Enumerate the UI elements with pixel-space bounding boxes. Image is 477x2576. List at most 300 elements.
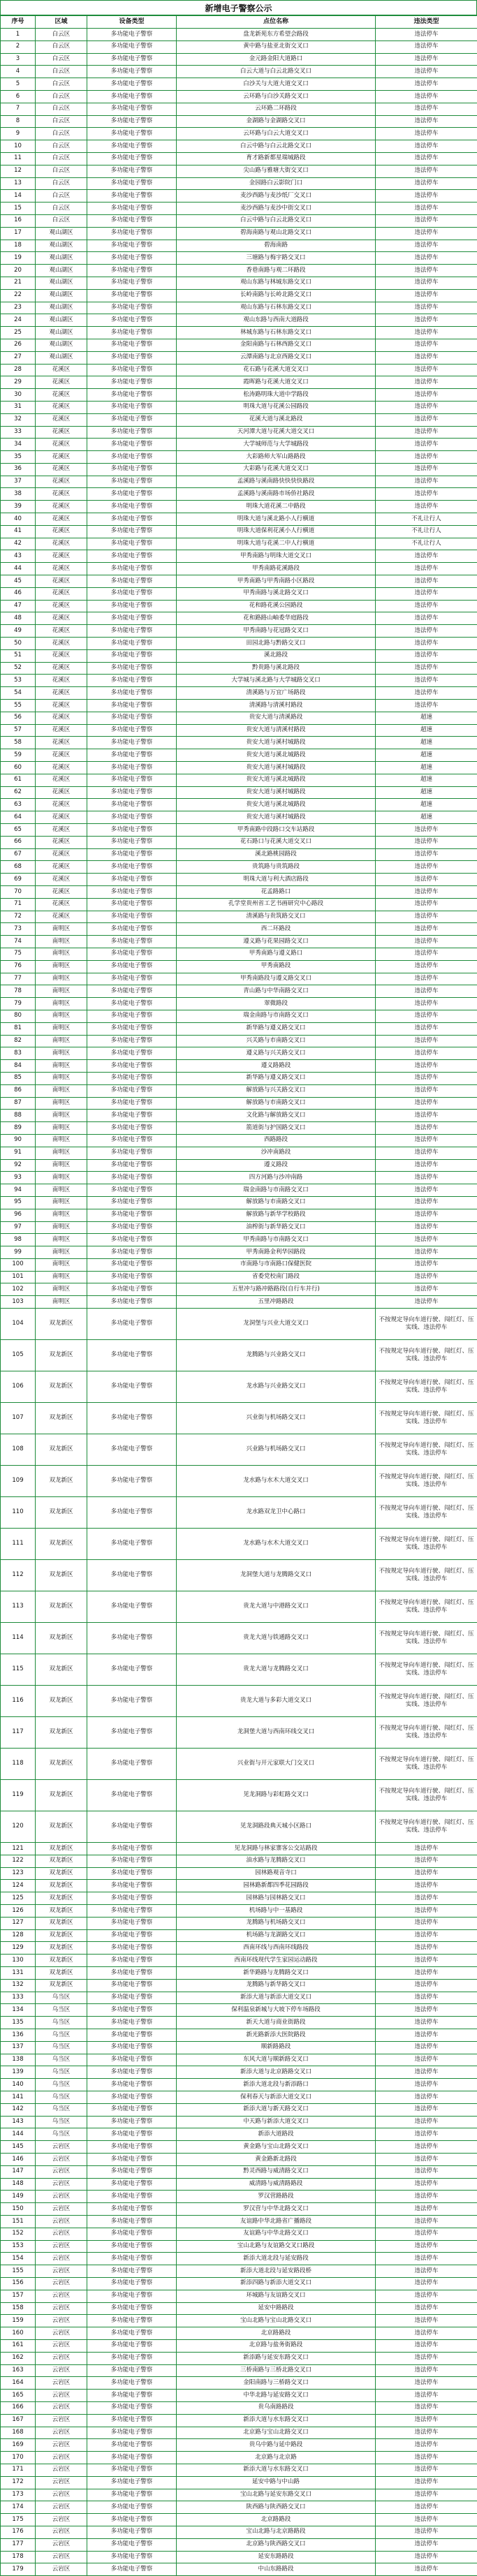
cell-violation-type: 违法停车 <box>376 426 477 439</box>
cell-device-type: 多功能电子警察 <box>87 2401 177 2414</box>
cell-index: 68 <box>1 861 36 874</box>
cell-district: 观山湖区 <box>36 314 87 327</box>
cell-district: 双龙新区 <box>36 1979 87 1992</box>
table-row <box>1 1060 477 1073</box>
cell-violation-type: 超速 <box>376 724 477 737</box>
table-row <box>1 898 477 911</box>
cell-district: 观山湖区 <box>36 265 87 277</box>
cell-violation-type: 超速 <box>376 712 477 724</box>
table-row <box>1 2439 477 2452</box>
cell-location: 龙水路与兴业路交叉口 <box>177 1371 376 1403</box>
cell-violation-type: 违法停车 <box>376 2240 477 2253</box>
header-index: 序号 <box>1 16 36 29</box>
cell-violation-type: 违法停车 <box>376 190 477 203</box>
cell-violation-type: 不按规定导向车道行驶、闯红灯、压实线、违法停车 <box>376 1529 477 1560</box>
cell-device-type: 多功能电子警察 <box>87 1234 177 1246</box>
cell-violation-type: 违法停车 <box>376 314 477 327</box>
cell-district: 乌当区 <box>36 2066 87 2079</box>
cell-index: 118 <box>1 1749 36 1780</box>
cell-device-type: 多功能电子警察 <box>87 1979 177 1992</box>
cell-index: 59 <box>1 749 36 762</box>
cell-violation-type: 违法停车 <box>376 2178 477 2191</box>
cell-district: 双龙新区 <box>36 1942 87 1955</box>
table-row <box>1 2327 477 2340</box>
cell-location: 白云中路与白云北路交叉口 <box>177 214 376 227</box>
table-row <box>1 749 477 762</box>
cell-district: 南明区 <box>36 1072 87 1084</box>
cell-district: 南明区 <box>36 1221 87 1234</box>
cell-district: 云岩区 <box>36 2526 87 2538</box>
cell-index: 78 <box>1 985 36 998</box>
cell-violation-type: 不礼让行人 <box>376 538 477 550</box>
cell-device-type: 多功能电子警察 <box>87 90 177 103</box>
cell-district: 白云区 <box>36 66 87 78</box>
cell-device-type: 多功能电子警察 <box>87 240 177 252</box>
table-row <box>1 451 477 464</box>
cell-location: 花溪大道与溪北路段 <box>177 413 376 426</box>
table-row <box>1 364 477 376</box>
cell-district: 花溪区 <box>36 687 87 700</box>
cell-device-type: 多功能电子警察 <box>87 128 177 140</box>
cell-violation-type: 违法停车 <box>376 2141 477 2154</box>
cell-index: 65 <box>1 824 36 837</box>
cell-device-type: 多功能电子警察 <box>87 563 177 575</box>
cell-index: 138 <box>1 2054 36 2066</box>
cell-location: 瑞金南路与市南路交叉口 <box>177 1184 376 1197</box>
cell-location: 北京路与宝山北路交叉口 <box>177 2427 376 2439</box>
cell-location: 金元路金阳大道路口 <box>177 53 376 66</box>
cell-device-type: 多功能电子警察 <box>87 2191 177 2203</box>
cell-location: 大学城与溪北路与大学城路交叉口 <box>177 675 376 687</box>
cell-district: 花溪区 <box>36 600 87 612</box>
cell-index: 147 <box>1 2165 36 2178</box>
cell-location: 沙冲南路段 <box>177 1147 376 1159</box>
cell-index: 120 <box>1 1811 36 1843</box>
cell-violation-type: 超速 <box>376 737 477 749</box>
cell-location: 文化路与解放路交叉口 <box>177 1110 376 1122</box>
cell-violation-type: 违法停车 <box>376 451 477 464</box>
table-row <box>1 1749 477 1780</box>
cell-location: 贵乌南路路段 <box>177 2401 376 2414</box>
cell-district: 云岩区 <box>36 2352 87 2364</box>
cell-device-type: 多功能电子警察 <box>87 874 177 886</box>
cell-violation-type: 违法停车 <box>376 327 477 339</box>
cell-location: 新光路新添大医院路段 <box>177 2029 376 2042</box>
cell-device-type: 多功能电子警察 <box>87 2128 177 2141</box>
cell-violation-type: 违法停车 <box>376 29 477 41</box>
cell-location: 花石路口与花溪大道交叉口 <box>177 836 376 848</box>
cell-index: 92 <box>1 1159 36 1172</box>
table-row <box>1 389 477 402</box>
cell-violation-type: 违法停车 <box>376 936 477 948</box>
cell-device-type: 多功能电子警察 <box>87 2526 177 2538</box>
table-row <box>1 649 477 662</box>
cell-index: 98 <box>1 1234 36 1246</box>
cell-violation-type: 违法停车 <box>376 1172 477 1184</box>
cell-location: 金阳南路与石林西路交叉口 <box>177 339 376 351</box>
cell-device-type: 多功能电子警察 <box>87 1955 177 1967</box>
cell-violation-type: 违法停车 <box>376 2004 477 2017</box>
cell-device-type: 多功能电子警察 <box>87 376 177 389</box>
cell-district: 乌当区 <box>36 2103 87 2116</box>
cell-location: 北京路与北京路 <box>177 2452 376 2464</box>
cell-location: 青山路与中华南路交叉口 <box>177 985 376 998</box>
cell-district: 乌当区 <box>36 2091 87 2104</box>
cell-device-type: 多功能电子警察 <box>87 2066 177 2079</box>
cell-index: 144 <box>1 2128 36 2141</box>
cell-location: 中天路与新添大道交叉口 <box>177 2116 376 2128</box>
table-row <box>1 476 477 488</box>
cell-device-type: 多功能电子警察 <box>87 513 177 526</box>
cell-device-type: 多功能电子警察 <box>87 1172 177 1184</box>
table-row <box>1 426 477 439</box>
table-row <box>1 140 477 153</box>
cell-device-type: 多功能电子警察 <box>87 29 177 41</box>
cell-device-type: 多功能电子警察 <box>87 1010 177 1022</box>
table-row <box>1 600 477 612</box>
table-row <box>1 1942 477 1955</box>
cell-location: 新添路与延安东路交叉口 <box>177 2352 376 2364</box>
cell-district: 花溪区 <box>36 885 87 898</box>
cell-location: 明珠大道与花溪二中人行横道 <box>177 538 376 550</box>
cell-violation-type: 违法停车 <box>376 2414 477 2427</box>
cell-device-type: 多功能电子警察 <box>87 165 177 177</box>
cell-district: 乌当区 <box>36 1992 87 2004</box>
cell-device-type: 多功能电子警察 <box>87 426 177 439</box>
cell-violation-type: 不按规定导向车道行驶、闯红灯、压实线、违法停车 <box>376 1717 477 1749</box>
cell-location: 花和路花溪公园路段 <box>177 600 376 612</box>
header-location: 点位名称 <box>177 16 376 29</box>
cell-device-type: 多功能电子警察 <box>87 2339 177 2352</box>
cell-district: 南明区 <box>36 936 87 948</box>
table-row <box>1 2141 477 2154</box>
cell-location: 新添大道与新天路交叉口 <box>177 2103 376 2116</box>
table-row <box>1 2339 477 2352</box>
table-row <box>1 638 477 650</box>
cell-location: 新添大道与水东路交叉口 <box>177 2414 376 2427</box>
table-row <box>1 1010 477 1022</box>
cell-violation-type: 违法停车 <box>376 488 477 501</box>
cell-district: 花溪区 <box>36 675 87 687</box>
cell-index: 21 <box>1 277 36 289</box>
table-row <box>1 625 477 638</box>
table-row <box>1 737 477 749</box>
cell-district: 双龙新区 <box>36 1309 87 1340</box>
cell-location: 碧海南路 <box>177 240 376 252</box>
cell-violation-type: 违法停车 <box>376 898 477 911</box>
cell-violation-type: 违法停车 <box>376 2315 477 2327</box>
cell-location: 延安中路路段 <box>177 2302 376 2315</box>
cell-location: 新添大道路段 <box>177 2128 376 2141</box>
cell-index: 108 <box>1 1434 36 1466</box>
cell-violation-type: 违法停车 <box>376 302 477 314</box>
cell-location: 四方河路与沙冲南路 <box>177 1172 376 1184</box>
cell-index: 99 <box>1 1246 36 1259</box>
cell-index: 112 <box>1 1560 36 1591</box>
cell-violation-type: 违法停车 <box>376 66 477 78</box>
cell-location: 贵筑路与贵筑路段 <box>177 861 376 874</box>
cell-district: 花溪区 <box>36 513 87 526</box>
cell-violation-type: 违法停车 <box>376 1122 477 1135</box>
table-row <box>1 277 477 289</box>
cell-device-type: 多功能电子警察 <box>87 712 177 724</box>
table-row <box>1 2029 477 2042</box>
cell-location: 观山东路与林城东路交叉口 <box>177 277 376 289</box>
cell-location: 见龙洞路段典天城小区路口 <box>177 1811 376 1843</box>
cell-index: 102 <box>1 1283 36 1296</box>
table-row <box>1 2054 477 2066</box>
cell-device-type: 多功能电子警察 <box>87 203 177 215</box>
cell-device-type: 多功能电子警察 <box>87 525 177 538</box>
table-row <box>1 265 477 277</box>
cell-violation-type: 违法停车 <box>376 1184 477 1197</box>
cell-index: 105 <box>1 1340 36 1371</box>
cell-district: 双龙新区 <box>36 1497 87 1529</box>
cell-district: 双龙新区 <box>36 1811 87 1843</box>
cell-violation-type: 违法停车 <box>376 649 477 662</box>
cell-violation-type: 违法停车 <box>376 1855 477 1867</box>
cell-violation-type: 违法停车 <box>376 2054 477 2066</box>
cell-district: 花溪区 <box>36 538 87 550</box>
cell-district: 南明区 <box>36 1060 87 1073</box>
cell-violation-type: 违法停车 <box>376 1159 477 1172</box>
cell-violation-type: 违法停车 <box>376 2228 477 2240</box>
table-row <box>1 948 477 960</box>
cell-device-type: 多功能电子警察 <box>87 662 177 675</box>
cell-district: 花溪区 <box>36 649 87 662</box>
cell-location: 白沙关与大道大道交叉口 <box>177 78 376 91</box>
header-device-type: 设备类型 <box>87 16 177 29</box>
cell-violation-type: 违法停车 <box>376 227 477 240</box>
cell-location: 北京路与盐务街路段 <box>177 2339 376 2352</box>
cell-violation-type: 违法停车 <box>376 911 477 923</box>
cell-device-type: 多功能电子警察 <box>87 948 177 960</box>
cell-location: 油榨街与新华路交叉口 <box>177 1221 376 1234</box>
cell-district: 白云区 <box>36 203 87 215</box>
cell-index: 14 <box>1 190 36 203</box>
cell-district: 花溪区 <box>36 861 87 874</box>
cell-district: 云岩区 <box>36 2427 87 2439</box>
table-row <box>1 1184 477 1197</box>
cell-location: 北京路路段 <box>177 2514 376 2526</box>
cell-violation-type: 违法停车 <box>376 2327 477 2340</box>
cell-violation-type: 违法停车 <box>376 2489 477 2501</box>
cell-device-type: 多功能电子警察 <box>87 1097 177 1110</box>
cell-device-type: 多功能电子警察 <box>87 289 177 302</box>
cell-index: 40 <box>1 513 36 526</box>
cell-violation-type: 违法停车 <box>376 265 477 277</box>
cell-violation-type: 违法停车 <box>376 1047 477 1060</box>
table-row <box>1 289 477 302</box>
cell-index: 123 <box>1 1867 36 1880</box>
cell-district: 南明区 <box>36 1047 87 1060</box>
cell-location: 兴业街与机场路交叉口 <box>177 1403 376 1434</box>
cell-index: 127 <box>1 1917 36 1929</box>
cell-device-type: 多功能电子警察 <box>87 638 177 650</box>
cell-device-type: 多功能电子警察 <box>87 2290 177 2302</box>
table-row <box>1 1097 477 1110</box>
cell-location: 花孟路路口 <box>177 885 376 898</box>
cell-violation-type: 不按规定导向车道行驶、闯红灯、压实线、违法停车 <box>376 1497 477 1529</box>
cell-index: 66 <box>1 836 36 848</box>
cell-location: 甲秀南路花溪路段 <box>177 563 376 575</box>
cell-index: 28 <box>1 364 36 376</box>
cell-violation-type: 违法停车 <box>376 985 477 998</box>
cell-location: 东风大道与顺新路交叉口 <box>177 2054 376 2066</box>
cell-device-type: 多功能电子警察 <box>87 2514 177 2526</box>
cell-index: 171 <box>1 2464 36 2476</box>
cell-index: 135 <box>1 2017 36 2029</box>
cell-violation-type: 违法停车 <box>376 1917 477 1929</box>
cell-violation-type: 违法停车 <box>376 1979 477 1992</box>
table-row <box>1 587 477 600</box>
cell-district: 南明区 <box>36 1258 87 1271</box>
cell-location: 龙腾路与兴业路交叉口 <box>177 1340 376 1371</box>
cell-index: 140 <box>1 2079 36 2091</box>
table-row <box>1 302 477 314</box>
cell-device-type: 多功能电子警察 <box>87 2439 177 2452</box>
cell-location: 延安东路路段 <box>177 2551 376 2563</box>
cell-district: 南明区 <box>36 960 87 973</box>
cell-index: 139 <box>1 2066 36 2079</box>
cell-device-type: 多功能电子警察 <box>87 848 177 861</box>
cell-violation-type: 违法停车 <box>376 177 477 190</box>
table-row <box>1 177 477 190</box>
cell-location: 花石路与花溪大道交叉口 <box>177 364 376 376</box>
cell-location: 香巷南路与观二环路段 <box>177 265 376 277</box>
cell-district: 云岩区 <box>36 2253 87 2265</box>
cell-device-type: 多功能电子警察 <box>87 973 177 985</box>
cell-district: 南明区 <box>36 1246 87 1259</box>
cell-district: 双龙新区 <box>36 1371 87 1403</box>
cell-device-type: 多功能电子警察 <box>87 1942 177 1955</box>
cell-violation-type: 违法停车 <box>376 2390 477 2402</box>
cell-district: 双龙新区 <box>36 1717 87 1749</box>
table-row <box>1 41 477 53</box>
table-row <box>1 1979 477 1992</box>
cell-index: 176 <box>1 2526 36 2538</box>
cell-index: 9 <box>1 128 36 140</box>
table-row <box>1 227 477 240</box>
table-row <box>1 2563 477 2576</box>
cell-location: 云环路与白沙关路交叉口 <box>177 90 376 103</box>
cell-violation-type: 违法停车 <box>376 1060 477 1073</box>
table-row <box>1 1654 477 1686</box>
cell-violation-type: 违法停车 <box>376 1843 477 1855</box>
cell-district: 观山湖区 <box>36 302 87 314</box>
cell-location: 园林路新都四季花园路段 <box>177 1880 376 1892</box>
cell-index: 6 <box>1 90 36 103</box>
cell-device-type: 多功能电子警察 <box>87 1929 177 1942</box>
cell-location: 遵义路路段 <box>177 1060 376 1073</box>
table-row <box>1 2315 477 2327</box>
cell-device-type: 多功能电子警察 <box>87 451 177 464</box>
cell-district: 南明区 <box>36 1010 87 1022</box>
cell-location: 清溪路与万宜广场路段 <box>177 687 376 700</box>
cell-index: 155 <box>1 2265 36 2278</box>
cell-device-type: 多功能电子警察 <box>87 762 177 774</box>
cell-district: 花溪区 <box>36 724 87 737</box>
cell-violation-type: 违法停车 <box>376 2377 477 2390</box>
cell-index: 104 <box>1 1309 36 1340</box>
table-row <box>1 936 477 948</box>
cell-index: 158 <box>1 2302 36 2315</box>
cell-index: 150 <box>1 2203 36 2216</box>
cell-location: 观山东路与石林东路交叉口 <box>177 302 376 314</box>
cell-device-type: 多功能电子警察 <box>87 2154 177 2166</box>
cell-location: 盘龙新苑东方希望会路段 <box>177 29 376 41</box>
cell-district: 花溪区 <box>36 786 87 799</box>
cell-location: 贵龙大道与多彩大道交叉口 <box>177 1686 376 1717</box>
cell-district: 花溪区 <box>36 662 87 675</box>
cell-index: 69 <box>1 874 36 886</box>
cell-device-type: 多功能电子警察 <box>87 836 177 848</box>
cell-district: 双龙新区 <box>36 1967 87 1980</box>
cell-violation-type: 违法停车 <box>376 2401 477 2414</box>
cell-district: 南明区 <box>36 1035 87 1047</box>
cell-device-type: 多功能电子警察 <box>87 2364 177 2377</box>
cell-violation-type: 违法停车 <box>376 1097 477 1110</box>
cell-location: 新添大道与新添大道交叉口 <box>177 1992 376 2004</box>
cell-device-type: 多功能电子警察 <box>87 1035 177 1047</box>
cell-district: 白云区 <box>36 115 87 128</box>
cell-district: 白云区 <box>36 41 87 53</box>
cell-device-type: 多功能电子警察 <box>87 439 177 451</box>
table-row <box>1 2178 477 2191</box>
table-row <box>1 203 477 215</box>
cell-index: 25 <box>1 327 36 339</box>
cell-location: 新天大道与商业街路段 <box>177 2017 376 2029</box>
cell-location: 新华路与遵义路交叉口 <box>177 1072 376 1084</box>
cell-location: 市南路与市南路口保健医院 <box>177 1258 376 1271</box>
cell-device-type: 多功能电子警察 <box>87 885 177 898</box>
cell-device-type: 多功能电子警察 <box>87 413 177 426</box>
cell-index: 41 <box>1 525 36 538</box>
cell-index: 13 <box>1 177 36 190</box>
cell-location: 龙洞堡大道与西南环线交叉口 <box>177 1717 376 1749</box>
table-row <box>1 439 477 451</box>
cell-district: 双龙新区 <box>36 1434 87 1466</box>
table-row <box>1 1159 477 1172</box>
cell-location: 西二环路段 <box>177 923 376 936</box>
table-row <box>1 2191 477 2203</box>
cell-violation-type: 违法停车 <box>376 2302 477 2315</box>
cell-device-type: 多功能电子警察 <box>87 1022 177 1035</box>
table-row <box>1 1371 477 1403</box>
table-row <box>1 1497 477 1529</box>
table-row <box>1 2041 477 2054</box>
cell-location: 省委党校南门路段 <box>177 1271 376 1283</box>
table-row <box>1 2203 477 2216</box>
cell-device-type: 多功能电子警察 <box>87 861 177 874</box>
cell-index: 170 <box>1 2452 36 2464</box>
cell-violation-type: 违法停车 <box>376 638 477 650</box>
cell-index: 71 <box>1 898 36 911</box>
cell-violation-type: 违法停车 <box>376 1234 477 1246</box>
cell-location: 明珠大道花溪二中路段 <box>177 501 376 513</box>
cell-index: 132 <box>1 1979 36 1992</box>
cell-device-type: 多功能电子警察 <box>87 2377 177 2390</box>
cell-index: 172 <box>1 2476 36 2489</box>
cell-device-type: 多功能电子警察 <box>87 1110 177 1122</box>
cell-location: 园林路与园林路交叉口 <box>177 1892 376 1905</box>
cell-district: 白云区 <box>36 90 87 103</box>
cell-index: 169 <box>1 2439 36 2452</box>
camera-table <box>0 15 477 2576</box>
cell-district: 南明区 <box>36 1097 87 1110</box>
cell-location: 田园北路与黔路交叉口 <box>177 638 376 650</box>
cell-device-type: 多功能电子警察 <box>87 824 177 837</box>
